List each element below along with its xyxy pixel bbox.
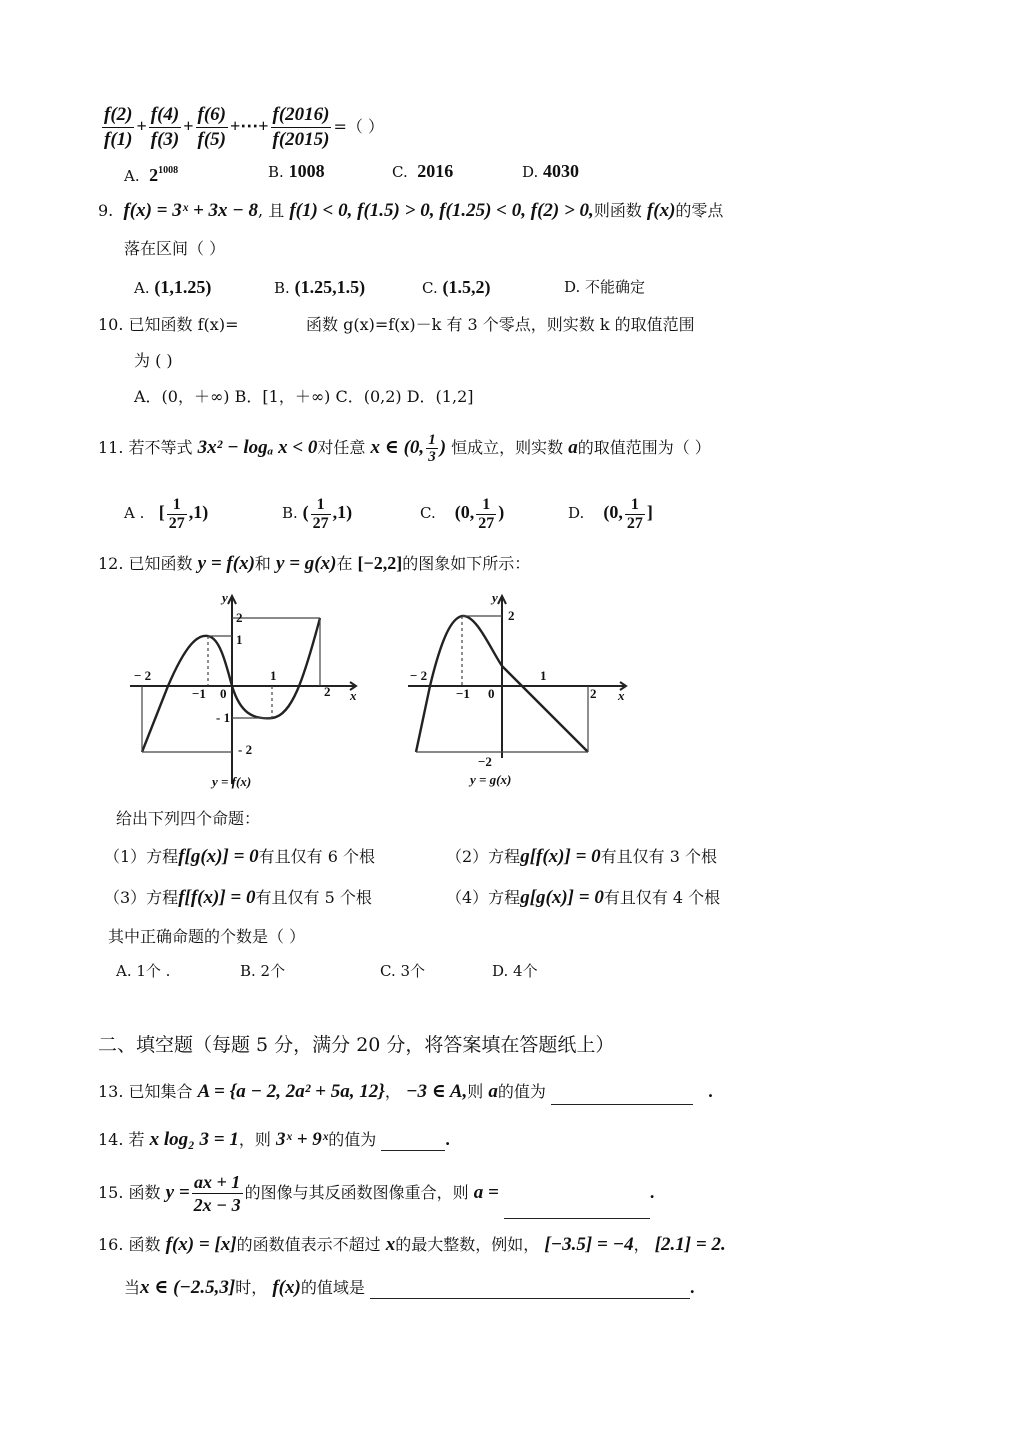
q8-frac-4: $\frac{f(2016)}{f(2015)}$	[272, 104, 330, 150]
q12-proposition-4: （4）方程g[g(x)] = 0有且仅有 4 个根	[446, 887, 721, 908]
tick-neg1: −1	[192, 686, 206, 701]
tick-neg1: −1	[456, 686, 470, 701]
q11-stem: 11. 若不等式 3x² − logₐ x < 0对任意 x ∈ (0, $\frac{1}{3}$ ) 恒成立，则实数 a的取值范围为（ ）	[98, 432, 711, 465]
y-tick-2: 2	[508, 608, 515, 623]
q11-option-c: C. (0, $\frac{1}{27}$ )	[420, 495, 505, 532]
q11-option-d: D. (0, $\frac{1}{27}$ ]	[568, 495, 653, 532]
q8-option-a: A. $2^{1008}$	[124, 165, 179, 185]
x-label: x	[350, 688, 357, 703]
graph-g-caption: y = g(x)	[470, 772, 512, 787]
q12-question: 其中正确命题的个数是（ ）	[108, 927, 306, 946]
y-label: y	[222, 590, 228, 605]
tick-neg2: − 2	[134, 668, 152, 683]
q8-end: =（ ）	[333, 117, 384, 136]
tick-1: 1	[270, 668, 277, 683]
q16-answer-blank[interactable]	[370, 1280, 690, 1299]
origin-label: 0	[488, 686, 495, 701]
q12-option-c: C. 3个	[380, 962, 426, 980]
q8-frac-2: $\frac{f(4)}{f(3)}$	[150, 104, 180, 150]
q12-intro: 给出下列四个命题：	[116, 809, 261, 828]
origin-label: 0	[220, 686, 227, 701]
q9-option-c: C. (1.5,2)	[422, 277, 491, 297]
q11-option-a: A . [ $\frac{1}{27}$ ,1)	[124, 495, 209, 532]
q14-answer-blank[interactable]	[381, 1132, 445, 1151]
q15-stem: 15. 函数 y = $\frac{ax + 1}{2x - 3}$ 的图像与其反函数图像重合，则 a = .	[98, 1166, 654, 1218]
q15-answer-blank[interactable]	[504, 1200, 650, 1219]
q9-option-b: B. (1.25,1.5)	[274, 277, 366, 297]
graph-f-caption: y = f(x)	[212, 774, 252, 789]
q10-stem-line2: 为 ( )	[134, 351, 173, 370]
q12-option-d: D. 4个	[492, 962, 538, 980]
tick-1: 1	[540, 668, 547, 683]
q8-dots: +⋯+	[229, 116, 269, 136]
y-tick-2: 2	[236, 610, 243, 625]
x-label: x	[618, 688, 625, 703]
q8-option-b: B. 1008	[268, 161, 325, 181]
q13-answer-blank[interactable]	[551, 1086, 693, 1105]
q10-options: A．(0，＋∞) B．[1，＋∞) C．(0,2) D．(1,2]	[134, 387, 474, 406]
y-tick-neg1: - 1	[216, 710, 231, 725]
q10-stem-b: 函数 g(x)=f(x)－k 有 3 个零点，则实数 k 的取值范围	[306, 315, 695, 334]
q9-option-d: D. 不能确定	[564, 278, 646, 296]
section-title: 二、填空题（每题 5 分，满分 20 分，将答案填在答题纸上）	[98, 1034, 615, 1056]
q8-option-d: D. 4030	[522, 161, 580, 181]
tick-2: 2	[324, 684, 331, 699]
q8-expression	[100, 98, 384, 154]
q8-frac-1: $\frac{f(2)}{f(1)}$	[104, 104, 133, 150]
q12-option-b: B. 2个	[240, 962, 286, 980]
graph-f	[128, 588, 364, 794]
q8-option-c: C. 2016	[392, 161, 454, 181]
y-tick-neg2: −2	[478, 754, 492, 769]
q9-option-a: A. (1,1.25)	[134, 277, 212, 297]
plus-sign: +	[136, 116, 147, 136]
q12-option-a: A. 1个 .	[116, 962, 171, 980]
q10-stem: 10. 已知函数 f(x)=	[98, 315, 239, 334]
q12-proposition-2: （2）方程g[f(x)] = 0有且仅有 3 个根	[446, 846, 718, 867]
q12-proposition-3: （3）方程f[f(x)] = 0有且仅有 5 个根	[104, 887, 372, 908]
y-label: y	[492, 590, 498, 605]
q11-option-b: B. ( $\frac{1}{27}$ ,1)	[282, 495, 353, 532]
y-tick-1: 1	[236, 632, 243, 647]
q15-frac: $\frac{ax + 1}{2x - 3}$	[193, 1172, 241, 1215]
tick-neg2: − 2	[410, 668, 428, 683]
q14-stem: 14. 若 x log₂ 3 = 1，则 3ˣ + 9ˣ的值为 .	[98, 1129, 450, 1150]
plus-sign: +	[183, 116, 194, 136]
q12-proposition-1: （1）方程f[g(x)] = 0有且仅有 6 个根	[104, 846, 376, 867]
q16-stem-line2: 当x ∈ (−2.5,3]时， f(x)的值域是 .	[124, 1277, 695, 1298]
tick-2: 2	[590, 686, 597, 701]
q11-frac: $\frac{1}{3}$	[428, 432, 436, 465]
q9-stem: 9. f(x) = 3ˣ + 3x − 8, 且 f(1) < 0, f(1.5) > 0, f(1.25) < 0, f(2) > 0,则函数 f(x)的零点	[98, 200, 724, 221]
q8-frac-3: $\frac{f(6)}{f(5)}$	[197, 104, 226, 150]
q16-stem: 16. 函数 f(x) = [x]的函数值表示不超过 x的最大整数，例如， [−3.5] = −4， [2.1] = 2.	[98, 1234, 726, 1255]
q13-stem: 13. 已知集合 A = {a − 2, 2a² + 5a, 12}， −3 ∈ A,则 a的值为 .	[98, 1078, 713, 1104]
q12-stem: 12. 已知函数 y = f(x)和 y = g(x)在 [−2,2]的图象如下所示：	[98, 553, 531, 574]
graph-g	[406, 588, 636, 794]
q9-stem-line2: 落在区间（ ）	[124, 239, 226, 258]
y-tick-neg2: - 2	[238, 742, 253, 757]
